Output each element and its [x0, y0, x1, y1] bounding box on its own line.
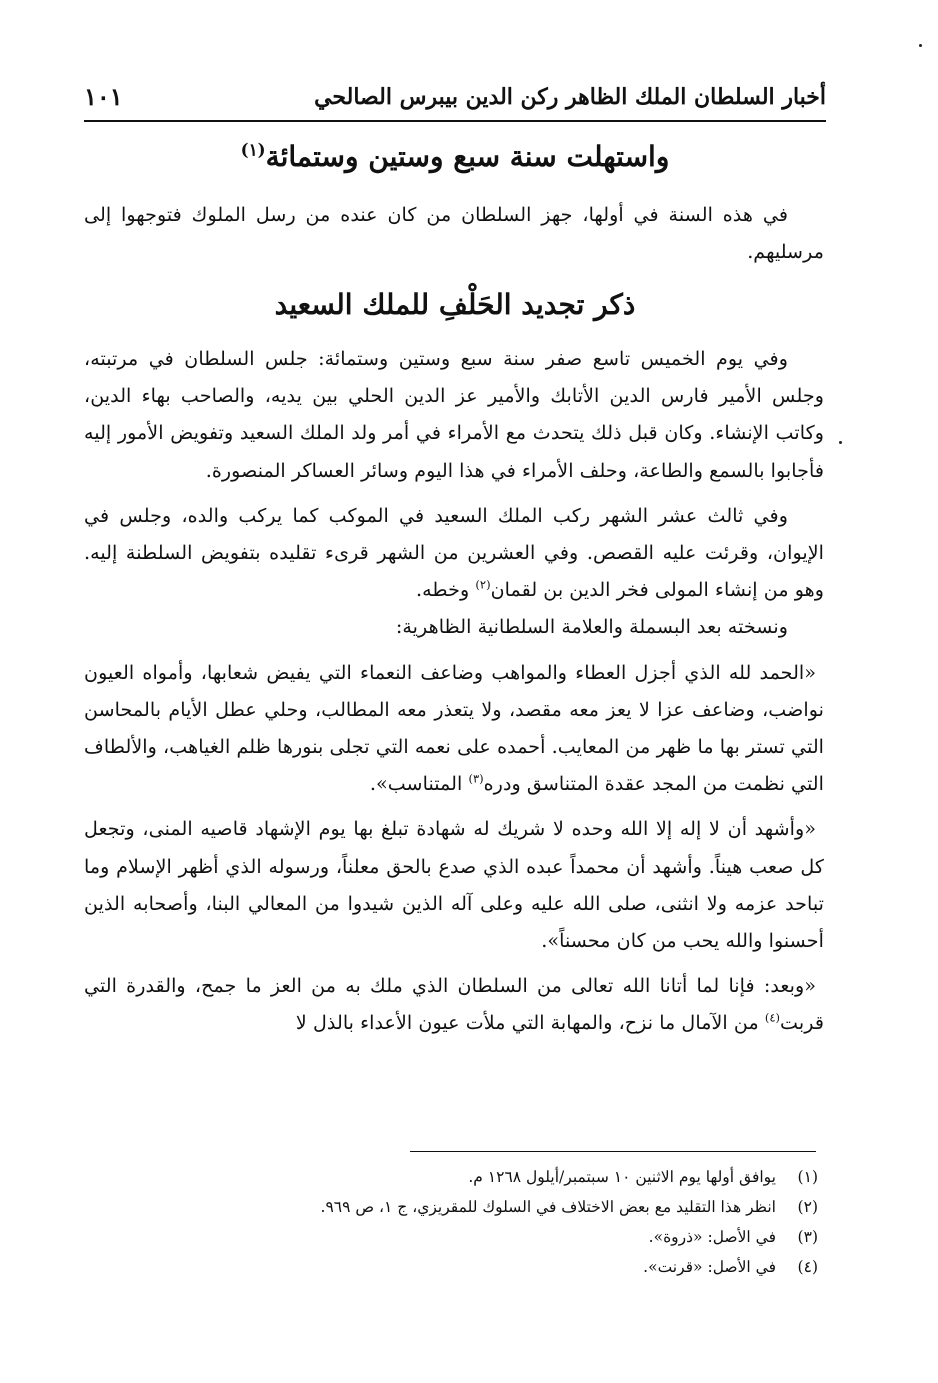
footnote-number: (٤): [797, 1258, 818, 1276]
year-heading-text: واستهلت سنة سبع وستين وستمائة: [265, 140, 670, 173]
page-number: ١٠١: [84, 82, 123, 111]
paragraph-oath: وفي يوم الخميس تاسع صفر سنة سبع وستين وستمائة: جلس السلطان في مرتبته، وجلس الأمير فارس الدين الأتابك والأمير عز الدين الحلي بين يديه، والصاحب بهاء الدين، وكاتب الإنشاء. وكان قبل ذلك يتحدث مع الأمراء في أمر ولد الملك السعيد وتفويض الأمور إليه فأجابوا بالسمع والطاعة، وحلف الأمراء في هذا اليوم وسائر العساكر المنصورة.: [84, 347, 824, 482]
footnote-ref-4: (٤): [764, 1011, 781, 1026]
paragraph-procession-text: وفي ثالث عشر الشهر ركب الملك السعيد في الموكب كما يركب والده، وجلس في الإيوان، وقرئت عليه القصص. وفي العشرين من الشهر قرىء تقليده بتفويض السلطنة إليه. وهو من إنشاء المولى فخر الدين بن لقمان: [84, 503, 824, 602]
footnote-text: في الأصل: «قرنت».: [643, 1258, 776, 1276]
footnote-ref-3: (٣): [468, 771, 484, 786]
footnote-3: [140, 1222, 818, 1252]
paragraph-praise: [84, 654, 824, 803]
running-header: [84, 80, 826, 122]
scan-speck: [839, 441, 842, 444]
paragraph-and-after-text: «وبعد: فإنا لما أتانا الله تعالى من السلطان الذي ملك به من العز ما جمح، والقدرة التي قربت: [84, 974, 824, 1035]
scan-speck: [919, 44, 922, 47]
footnote-2: [140, 1192, 818, 1222]
running-header-title: أخبار السلطان الملك الظاهر ركن الدين بيبرس الصالحي: [314, 84, 826, 110]
footnote-text: يوافق أولها يوم الاثنين ١٠ سبتمبر/أيلول ١٢٦٨ م.: [468, 1168, 776, 1186]
footnote-number: (١): [797, 1168, 818, 1186]
year-heading: [84, 140, 826, 173]
paragraph-praise-end: المتناسب».: [369, 772, 469, 796]
footnote-1: [140, 1162, 818, 1192]
paragraph-and-after: [84, 967, 824, 1041]
footnote-4: [140, 1252, 818, 1282]
section1-body: [84, 196, 824, 270]
section2-body: [84, 340, 824, 1042]
footnote-text: في الأصل: «ذروة».: [648, 1228, 776, 1246]
footnote-number: (٣): [797, 1228, 818, 1246]
paragraph-envoys: في هذه السنة في أولها، جهز السلطان من كان عنده من رسل الملوك فتوجهوا إلى مرسليهم.: [84, 203, 824, 264]
paragraph-procession-end: وخطه.: [416, 578, 476, 602]
footnotes: [140, 1162, 818, 1282]
paragraph-praise-text: «الحمد لله الذي أجزل العطاء والمواهب وضاعف النعماء التي يفيض شعابها، وأمواه العيون نواضب، وضاعف عزا لا يعز معه مقصد، ولا يتعذر معه المطالب، وحلي عطل الأيام بالمحاسن التي تستر بها ما ظهر من المعايب. أحمده على نعمه التي تجلى بنورها ظلم الغياهب، والألطاف التي نظمت من المجد عقدة المتناسق ودره: [84, 660, 824, 796]
footnote-separator: [410, 1151, 816, 1152]
paragraph-copy-intro: ونسخته بعد البسملة والعلامة السلطانية الظاهرية:: [395, 615, 788, 639]
footnote-text: انظر هذا التقليد مع بعض الاختلاف في السلوك للمقريزي، ج ١، ص ٩٦٩.: [320, 1198, 776, 1216]
paragraph-testimony: «وأشهد أن لا إله إلا الله وحده لا شريك له شهادة تبلغ بها يوم الإشهاد قاصيه المنى، وتجعل كل صعب هيناً. وأشهد أن محمداً عبده الذي صدع بالحق معلناً، ورسوله الذي أظهر الإسلام وما تباحد عزمه ولا انثنى، صلى الله عليه وعلى آله الذين شيدوا من المعالي البنا، وأصحابه الذين أحسنوا والله يحب من كان محسناً».: [84, 817, 824, 953]
oath-heading: ذكر تجديد الحَلْفِ للملك السعيد: [274, 288, 636, 321]
paragraph-and-after-end: من الآمال ما نزح، والمهابة التي ملأت عيون الأعداء بالذل لا: [295, 1011, 765, 1035]
footnote-number: (٢): [797, 1198, 818, 1216]
footnote-ref-1: (١): [240, 139, 266, 160]
footnote-ref-2: (٢): [475, 577, 491, 592]
paragraph-procession: [84, 497, 824, 609]
